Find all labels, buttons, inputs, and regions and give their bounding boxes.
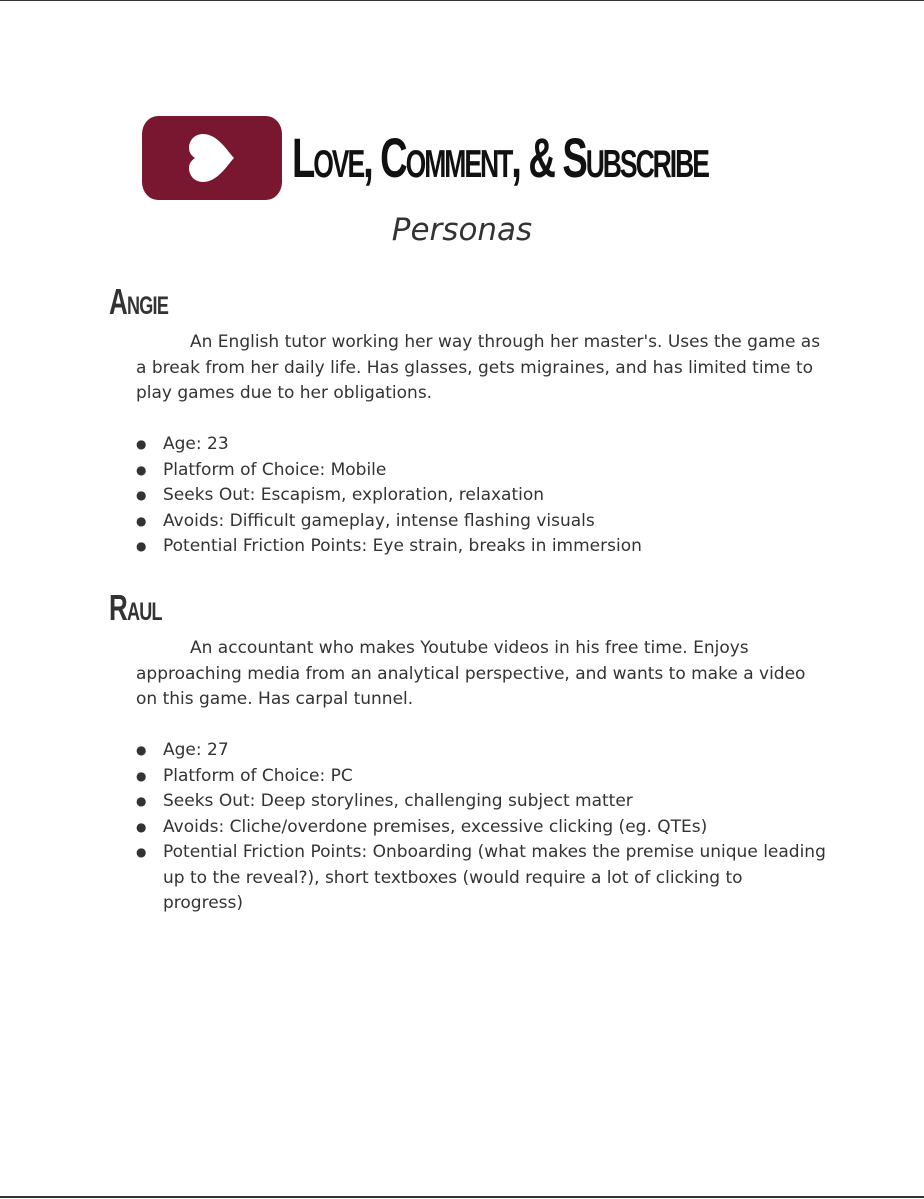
list-item: ● Potential Friction Points: Onboarding (what makes the premise unique leading up to the reveal?), short textboxes (would require a lot of clicking to progress): [136, 840, 826, 917]
persona-description-angie: An English tutor working her way through her master's. Uses the game as a break from her daily life. Has glasses, gets migraines, and has limited time to play games due to her obligations.: [136, 332, 821, 403]
persona-name-angie: Angie: [109, 281, 169, 322]
list-item: ● Potential Friction Points: Eye strain, breaks in immersion: [136, 534, 826, 560]
brand-title: Love, Comment, & Subscribe: [292, 126, 708, 189]
persona-description-raul: An accountant who makes Youtube videos in his free time. Enjoys approaching media from an analytical perspective, and wants to make a video on this game. Has carpal tunnel.: [136, 638, 806, 709]
persona-attributes-angie: [136, 432, 826, 560]
persona-name-raul: Raul: [109, 587, 162, 628]
document-header: [142, 116, 904, 200]
list-item: ● Avoids: Cliche/overdone premises, excessive clicking (eg. QTEs): [136, 815, 826, 841]
page-top-border: [0, 0, 924, 1]
persona-attributes-raul: [136, 738, 826, 917]
list-item: ● Avoids: Difficult gameplay, intense flashing visuals: [136, 509, 826, 535]
list-item: ● Platform of Choice: PC: [136, 764, 826, 790]
list-item: ● Platform of Choice: Mobile: [136, 458, 826, 484]
list-item: ● Age: 27: [136, 738, 826, 764]
list-item: ● Age: 23: [136, 432, 826, 458]
list-item: ● Seeks Out: Escapism, exploration, relaxation: [136, 483, 826, 509]
page-bottom-border: [0, 1196, 924, 1198]
list-item: ● Seeks Out: Deep storylines, challenging subject matter: [136, 789, 826, 815]
heart-play-icon: [142, 116, 282, 200]
page-subtitle: Personas: [391, 212, 533, 248]
